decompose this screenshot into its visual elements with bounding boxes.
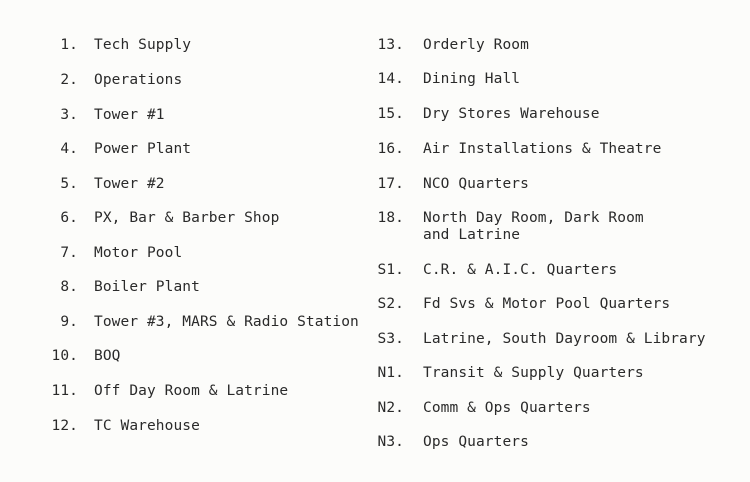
legend-entry (370, 141, 723, 158)
legend-entry (0, 418, 364, 435)
entry-label: NCO Quarters (423, 176, 529, 192)
entry-number: 12. (51, 418, 78, 434)
entry-label: Dining Hall (423, 71, 521, 87)
legend-entry (370, 262, 723, 279)
entry-label: Ops Quarters (423, 434, 529, 450)
entry-number: 8. (60, 279, 78, 295)
entry-label: Power Plant (94, 141, 192, 157)
legend-entry (0, 210, 364, 227)
entry-label: Tech Supply (94, 37, 192, 53)
entry-label: Boiler Plant (94, 279, 200, 295)
entry-number: 9. (60, 314, 78, 330)
legend-entry (370, 210, 723, 244)
legend-entry (370, 176, 723, 193)
entry-label: PX, Bar & Barber Shop (94, 210, 280, 226)
entry-number: N1. (377, 365, 404, 381)
legend-entry (370, 296, 723, 313)
entry-label: Tower #1 (94, 107, 165, 123)
entry-label: Dry Stores Warehouse (423, 106, 600, 122)
entry-number: 7. (60, 245, 78, 261)
legend-entry (370, 71, 723, 88)
legend-entry (370, 37, 723, 54)
entry-number: S2. (377, 296, 404, 312)
entry-number: 1. (60, 37, 78, 53)
legend-entry (0, 107, 364, 124)
entry-number: 16. (377, 141, 404, 157)
entry-number: N3. (377, 434, 404, 450)
entry-label: Motor Pool (94, 245, 183, 261)
entry-label: Orderly Room (423, 37, 529, 53)
entry-number: 4. (60, 141, 78, 157)
legend-entry (0, 314, 364, 331)
entry-label: BOQ (94, 348, 121, 364)
legend-entry (0, 176, 364, 193)
entry-label: Off Day Room & Latrine (94, 383, 289, 399)
entry-number: 15. (377, 106, 404, 122)
entry-label: North Day Room, Dark Room and Latrine (423, 210, 644, 243)
entry-label: Tower #3, MARS & Radio Station (94, 314, 359, 330)
entry-label: C.R. & A.I.C. Quarters (423, 262, 618, 278)
entry-number: 6. (60, 210, 78, 226)
entry-label: Air Installations & Theatre (423, 141, 662, 157)
entry-number: 3. (60, 107, 78, 123)
entry-number: 17. (377, 176, 404, 192)
entry-label: Comm & Ops Quarters (423, 400, 591, 416)
legend-entry (0, 348, 364, 365)
legend-entry (370, 331, 723, 348)
entry-number: 18. (377, 210, 404, 226)
legend-entry (370, 434, 723, 451)
entry-number: 11. (51, 383, 78, 399)
entry-number: 2. (60, 72, 78, 88)
legend-entry (0, 141, 364, 158)
entry-label: Tower #2 (94, 176, 165, 192)
entry-label: Fd Svs & Motor Pool Quarters (423, 296, 671, 312)
legend-entry (0, 383, 364, 400)
entry-label: Transit & Supply Quarters (423, 365, 644, 381)
legend-entry (370, 106, 723, 123)
entry-number: S3. (377, 331, 404, 347)
legend-entry (0, 72, 364, 89)
entry-number: S1. (377, 262, 404, 278)
entry-number: N2. (377, 400, 404, 416)
legend-entry (370, 400, 723, 417)
entry-number: 10. (51, 348, 78, 364)
legend-entry (370, 365, 723, 382)
entry-number: 5. (60, 176, 78, 192)
legend-entry (0, 37, 364, 54)
entry-label: Operations (94, 72, 183, 88)
entry-number: 13. (377, 37, 404, 53)
legend-entry (0, 279, 364, 296)
entry-label: TC Warehouse (94, 418, 200, 434)
entry-label: Latrine, South Dayroom & Library (423, 331, 706, 347)
entry-number: 14. (377, 71, 404, 87)
legend-entry (0, 245, 364, 262)
